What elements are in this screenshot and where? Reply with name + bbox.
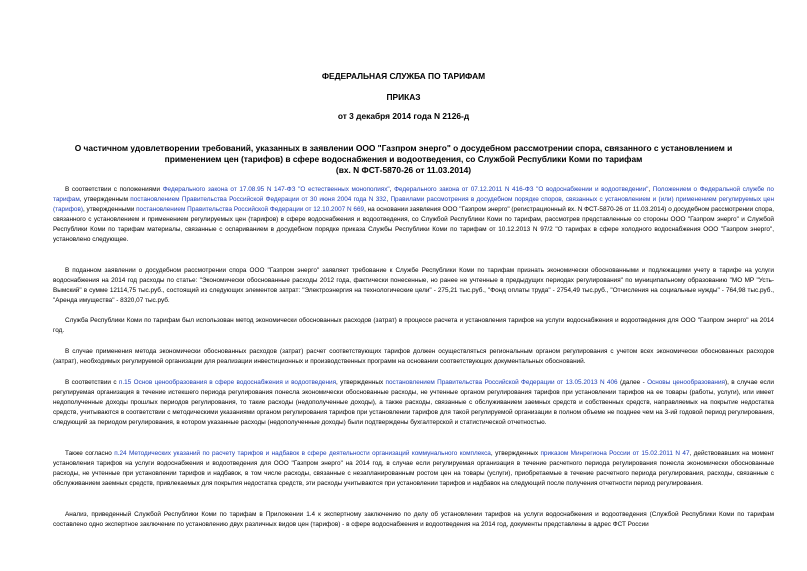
paragraph-pricing-basis xyxy=(53,378,774,428)
guidelines-link[interactable]: п.24 Методических указаний по расчету тарифов и надбавок в сфере деятельности организаций коммунального комплекса xyxy=(114,450,491,457)
text-run: В соответствии с положениями xyxy=(65,186,163,193)
text-run: , xyxy=(648,186,653,193)
text-run: , xyxy=(386,196,391,203)
text-run: , на основании заявления ООО "Газпром энерго" (регистрационный вх. N ФСТ-5870-26 от 11.03.2014) о досудебном рассмотрении спора, связанного с установлением и применением регулируемых цен (тарифов) в сфере водоснабжения и водоотведения, со Службой Республики Коми по тарифам, рассмотрев представленные со стороны ООО "Газпром энерго" и Службой Республики Коми по тарифам материалы, связанные с оспариванием в досудебном порядке приказа Службы Республики Коми по тарифам от 10.12.2013 N 97/2 "О тарифах в сфере холодного водоснабжения ООО "Газпром энерго", установлено следующее. xyxy=(53,206,775,243)
text-run: , утвержденных xyxy=(336,379,386,386)
text-run: ), в случае если регулируемая организация в течение истекшего периода регулирования понесла экономически обоснованные расходы, не учтенные органом регулирования тарифов при установлении тарифов на ее товары (работы, услуги), или имеет недополученные доходы прошлых периодов регулирования, то такие расходы (недополученные доходы), а также расходы, связанные с обслуживанием заемных средств и собственных средств, направляемых на покрытие недостатка средств, учитываются в соответствии с методическими указаниями органом регулирования тарифов при установлении тарифов для такой регулируемой организации в полном объеме не позднее чем на 3-ий годовой период регулирования, следующий за периодом регулирования, в котором указанные расходы (недополученные доходы) были подтверждены бухгалтерской и статистической отчетностью. xyxy=(53,379,774,426)
regulation-link[interactable]: Положением о Федеральной службе по тарифам xyxy=(53,186,774,203)
text-run: В соответствии с xyxy=(65,379,119,386)
text-run: , утвержденным xyxy=(79,196,131,203)
resolution-link[interactable]: постановлением Правительства Российской Федерации от 30 июня 2004 года N 332 xyxy=(130,196,387,203)
title-line: применением цен (тарифов) в сфере водоснабжения и водоотведения, со Службой Республики Коми по тарифам xyxy=(164,154,643,164)
resolution-link[interactable]: постановлением Правительства Российской Федерации от 12.10.2007 N 669 xyxy=(136,206,365,213)
title-line: (вх. N ФСТ-5870-26 от 11.03.2014) xyxy=(335,165,472,175)
text-run: , утвержденных xyxy=(490,450,541,457)
text-run: (далее - xyxy=(617,379,648,386)
paragraph-method xyxy=(53,316,774,336)
text-run: , утвержденными xyxy=(83,206,137,213)
paragraph-methodical-guidelines xyxy=(53,449,774,489)
paragraph-analysis xyxy=(53,510,774,530)
pricing-basis-link[interactable]: п.15 Основ ценообразования в сфере водоснабжения и водоотведения xyxy=(118,379,337,386)
title-line: О частичном удовлетворении требований, указанных в заявлении ООО "Газпром энерго" о досудебном рассмотрении спора, связанного с установлением и xyxy=(74,143,733,153)
law-link[interactable]: Федерального закона от 07.12.2011 N 416-ФЗ "О водоснабжении и водоотведении" xyxy=(394,186,649,193)
pricing-basis-link[interactable]: Основы ценообразования xyxy=(647,379,725,386)
text-run: , действовавших на момент установления тарифов на услуги водоснабжения и водоотведения для ООО "Газпром энерго" на 2014 год, в случае если регулируемая организация в течение расчетного периода регулирования понесла экономически обоснованные расходы, не учтенные при установлении тарифов и надбавок, в том числе расходы, связанные с незапланированным ростом цен на товары (услуги), приобретаемые в течение расчетного периода регулирования, расходы, связанные с обслуживанием заемных средств, привлекаемых для покрытия недостатка средств, эти расходы учитываются при установлении тарифов и надбавок на следующий после получения отчетности период регулирования. xyxy=(53,450,774,487)
text-run: В случае применения метода экономически обоснованных расходов (затрат) расчет соответствующих тарифов должен осуществляться региональным органом регулирования с учетом всех экономически обоснованных расходов (затрат), необходимых регулируемой организации для реализации инвестиционных и производственных программ на основании соответствующих документальных обоснований. xyxy=(53,348,774,365)
text-run: Анализ, приведенный Службой Республики Коми по тарифам в Приложении 1.4 к экспертному заключению по делу об установлении тарифов на услуги водоснабжения и водоотведения (Службой Республики Коми по тарифам составлено одно экспертное заключение по установлению двух различных видов цен (тарифов) - в сфере водоснабжения и водоотведения на 2014 год, документы представлены в адрес ФСТ России xyxy=(53,511,774,528)
document-type-heading: ПРИКАЗ xyxy=(386,92,421,102)
resolution-link[interactable]: постановлением Правительства Российской Федерации от 13.05.2013 N 406 xyxy=(385,379,618,386)
document-title xyxy=(30,143,777,176)
agency-heading: ФЕДЕРАЛЬНАЯ СЛУЖБА ПО ТАРИФАМ xyxy=(321,71,486,81)
text-run: Также согласно xyxy=(65,450,115,457)
document-date-number: от 3 декабря 2014 года N 2126-д xyxy=(337,111,470,121)
text-run: Служба Республики Коми по тарифам был использован метод экономически обоснованных расходов (затрат) в процессе расчета и установления тарифов на услуги водоснабжения и водоотведения для ООО "Газпром энерго" на 2014 год. xyxy=(53,317,774,334)
text-run: В поданном заявлении о досудебном рассмотрении спора ООО "Газпром энерго" заявляет требование к Службе Республики Коми по тарифам признать экономически обоснованными и подлежащими учету в тарифе на услуги водоснабжения на 2014 год расходы по статье: "Экономически обоснованные расходы 2012 года, фактически понесенные, но ранее не учтенные в предыдущих периодах регулирования" по муниципальному образованию "МО МР "Усть-Вымский" в сумме 12114,75 тыс.руб., состоящий из следующих элементов затрат: "Электроэнергия на технологические цели" - 275,21 тыс.руб., "Фонд оплаты труда" - 2754,49 тыс.руб., "Отчисления на социальные нужды" - 764,98 тыс.руб., "Аренда имущества" - 8320,07 тыс.руб. xyxy=(53,267,774,304)
paragraph-preamble xyxy=(53,185,774,245)
rules-link[interactable]: Правилами рассмотрения в досудебном порядке споров, связанных с установлением и (или) применением регулируемых цен (тарифов) xyxy=(53,196,774,213)
law-link[interactable]: Федерального закона от 17.08.95 N 147-ФЗ "О естественных монополиях" xyxy=(162,186,390,193)
order-link[interactable]: приказом Минрегиона России от 15.02.2011 N 47 xyxy=(540,450,690,457)
text-run: , xyxy=(389,186,395,193)
paragraph-claim xyxy=(53,266,774,306)
paragraph-method-application xyxy=(53,347,774,367)
